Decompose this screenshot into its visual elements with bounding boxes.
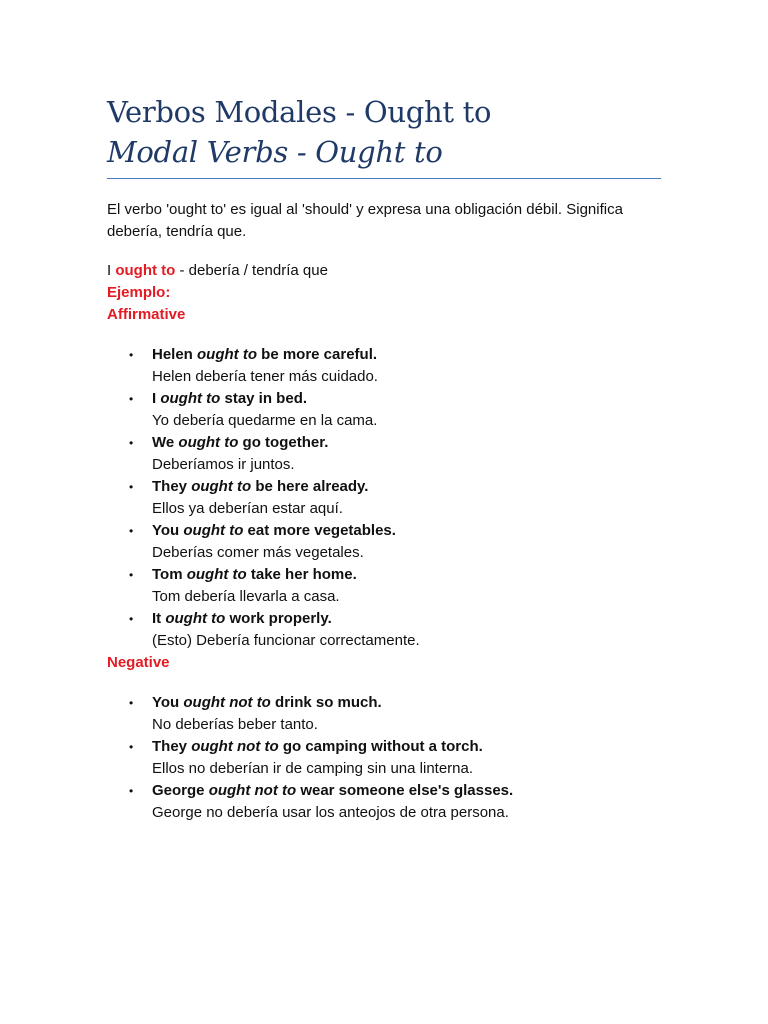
example-subject: You: [152, 522, 184, 539]
bullet-icon: •: [129, 612, 134, 626]
list-item: [107, 520, 663, 564]
definition-meaning: - debería / tendría que: [175, 262, 328, 279]
list-item: [107, 432, 663, 476]
list-item: [107, 780, 663, 824]
example-modal: ought not to: [191, 738, 279, 755]
title-spanish: Verbos Modales - Ought to: [107, 95, 492, 129]
list-item: [107, 692, 663, 736]
list-item: [107, 476, 663, 520]
bullet-icon: •: [129, 348, 134, 362]
affirmative-list: [107, 344, 663, 652]
example-translation: George no debería usar los anteojos de otra persona.: [152, 804, 509, 821]
bullet-icon: •: [129, 392, 134, 406]
affirmative-heading: Affirmative: [107, 306, 186, 323]
example-english: [152, 388, 663, 410]
example-modal: ought to: [165, 610, 226, 627]
example-rest: work properly.: [225, 610, 332, 627]
example-modal: ought to: [186, 566, 247, 583]
example-subject: They: [152, 738, 192, 755]
example-rest: go together.: [238, 434, 329, 451]
title-english: Modal Verbs - Ought to: [107, 135, 443, 169]
example-modal: ought to: [183, 522, 244, 539]
example-subject: They: [152, 478, 192, 495]
example-subject: I: [152, 390, 161, 407]
example-subject: Helen: [152, 346, 198, 363]
example-english: [152, 608, 663, 630]
example-translation: (Esto) Debería funcionar correctamente.: [152, 632, 420, 649]
example-english: [152, 692, 663, 714]
negative-heading: Negative: [107, 654, 170, 671]
example-english: [152, 344, 663, 366]
example-modal: ought to: [197, 346, 257, 363]
example-english: [152, 520, 663, 542]
bullet-icon: •: [129, 480, 134, 494]
example-translation: Ellos ya deberían estar aquí.: [152, 500, 343, 517]
example-rest: take her home.: [246, 566, 357, 583]
example-english: [152, 736, 663, 758]
example-modal: ought to: [178, 434, 239, 451]
example-english: [152, 564, 663, 586]
example-rest: stay in bed.: [220, 390, 308, 407]
example-translation: Tom debería llevarla a casa.: [152, 588, 340, 605]
bullet-icon: •: [129, 696, 134, 710]
example-modal: ought to: [160, 390, 221, 407]
document-page: [107, 92, 663, 824]
example-english: [152, 432, 663, 454]
example-subject: You: [152, 694, 184, 711]
example-subject: Tom: [152, 566, 187, 583]
example-subject: George: [152, 782, 209, 799]
list-item: [107, 344, 663, 388]
example-rest: be here already.: [251, 478, 369, 495]
example-translation: No deberías beber tanto.: [152, 716, 318, 733]
example-modal: ought not to: [183, 694, 271, 711]
example-translation: Yo debería quedarme en la cama.: [152, 412, 378, 429]
example-modal: ought to: [191, 478, 252, 495]
example-english: [152, 476, 663, 498]
definition-verb: ought to: [115, 262, 176, 279]
bullet-icon: •: [129, 524, 134, 538]
list-item: [107, 608, 663, 652]
example-subject: We: [152, 434, 179, 451]
example-translation: Deberías comer más vegetales.: [152, 544, 364, 561]
list-item: [107, 736, 663, 780]
title-underline-divider: [107, 178, 661, 179]
negative-list: [107, 692, 663, 824]
example-rest: go camping without a torch.: [278, 738, 483, 755]
example-modal: ought not to: [208, 782, 297, 799]
definition-subject: I: [107, 262, 112, 279]
example-translation: Helen debería tener más cuidado.: [152, 368, 378, 385]
example-rest: wear someone else's glasses.: [296, 782, 514, 799]
intro-paragraph: El verbo 'ought to' es igual al 'should' y expresa una obligación débil. Significa debería, tendría que.: [107, 201, 623, 240]
ejemplo-heading: Ejemplo:: [107, 284, 171, 301]
definition-line: [107, 260, 663, 282]
bullet-icon: •: [129, 568, 134, 582]
bullet-icon: •: [129, 740, 134, 754]
bullet-icon: •: [129, 436, 134, 450]
example-english: [152, 780, 663, 802]
list-item: [107, 564, 663, 608]
example-rest: eat more vegetables.: [243, 522, 396, 539]
list-item: [107, 388, 663, 432]
example-subject: It: [152, 610, 166, 627]
example-rest: drink so much.: [270, 694, 382, 711]
example-translation: Ellos no deberían ir de camping sin una linterna.: [152, 760, 474, 777]
bullet-icon: •: [129, 784, 134, 798]
example-rest: be more careful.: [257, 346, 378, 363]
example-translation: Deberíamos ir juntos.: [152, 456, 295, 473]
